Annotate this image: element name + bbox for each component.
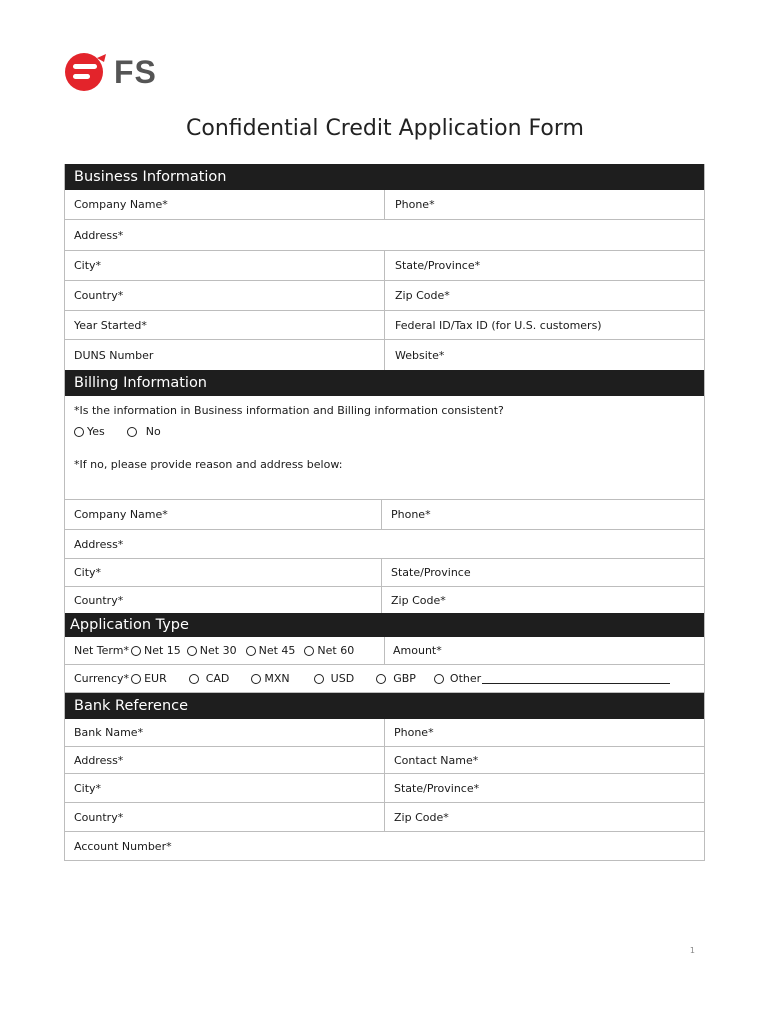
fs-logo [64,52,157,92]
bank-phone-field[interactable]: Phone* [394,726,434,739]
fs-logo-icon [64,52,108,92]
bank-zip-field[interactable]: Zip Code* [394,810,449,824]
radio-icon[interactable] [187,646,197,656]
business-duns-field[interactable]: DUNS Number [65,340,385,370]
billing-row-2 [65,530,704,559]
currency-other-input[interactable] [482,673,670,684]
billing-address-field[interactable]: Address* [74,537,124,551]
currency-mxn-option[interactable]: MXN [251,672,289,685]
business-phone-field[interactable]: Phone* [395,198,435,211]
bank-state-field[interactable]: State/Province* [394,781,480,795]
net-45-option[interactable]: Net 45 [246,644,296,657]
billing-row-1 [65,500,704,530]
billing-city-field[interactable]: City* [65,559,382,586]
business-address-field[interactable]: Address* [74,228,124,242]
radio-icon[interactable] [304,646,314,656]
net-term-label: Net Term* [74,644,129,657]
business-row-1 [65,190,704,220]
business-info-header: Business Information [65,164,704,190]
radio-icon[interactable] [434,674,444,684]
bank-row-1 [65,719,704,747]
billing-zip-field[interactable]: Zip Code* [391,593,446,607]
currency-field [65,665,704,692]
business-company-name-field[interactable]: Company Name* [65,190,385,219]
application-type-header: Application Type [65,613,704,637]
bank-contact-name-field[interactable]: Contact Name* [394,753,479,767]
currency-usd-option[interactable]: USD [314,672,355,685]
business-state-field[interactable]: State/Province* [395,259,481,272]
currency-label: Currency* [74,672,130,685]
logo-text: FS [114,53,157,90]
radio-icon[interactable] [246,646,256,656]
page-title: Confidential Credit Application Form [186,116,584,141]
business-country-field[interactable]: Country* [65,281,385,310]
application-row-1 [65,637,704,665]
bank-city-field[interactable]: City* [65,774,385,802]
radio-icon[interactable] [189,674,199,684]
radio-icon[interactable] [74,427,84,437]
business-row-6 [65,340,704,370]
currency-other-option[interactable]: Other [434,672,670,685]
billing-phone-field[interactable]: Phone* [391,508,431,521]
billing-question-text: *Is the information in Business information and Billing information consistent? [74,404,504,417]
bank-reference-header: Bank Reference [65,693,704,719]
bank-account-number-field[interactable]: Account Number* [74,839,172,853]
business-federal-id-field[interactable]: Federal ID/Tax ID (for U.S. customers) [395,318,602,332]
billing-note: *If no, please provide reason and address below: [74,458,343,471]
billing-state-field[interactable]: State/Province [391,566,471,579]
radio-icon[interactable] [131,646,141,656]
net-term-field [65,637,385,664]
billing-row-3 [65,559,704,587]
billing-row-4 [65,587,704,613]
bank-row-4 [65,803,704,832]
amount-field[interactable]: Amount* [393,644,442,657]
billing-info-header: Billing Information [65,370,704,396]
business-city-field[interactable]: City* [65,251,385,280]
business-row-2 [65,220,704,251]
radio-icon[interactable] [131,674,141,684]
currency-gbp-option[interactable]: GBP [376,672,416,685]
bank-name-field[interactable]: Bank Name* [65,719,385,746]
billing-yes-option[interactable]: Yes [74,425,105,438]
billing-country-field[interactable]: Country* [65,587,382,613]
net-15-option[interactable]: Net 15 [131,644,181,657]
bank-country-field[interactable]: Country* [65,803,385,831]
bank-address-field[interactable]: Address* [65,747,385,773]
bank-row-3 [65,774,704,803]
radio-icon[interactable] [127,427,137,437]
business-website-field[interactable]: Website* [395,348,445,362]
business-year-started-field[interactable]: Year Started* [65,311,385,339]
currency-eur-option[interactable]: EUR [131,672,167,685]
bank-row-5 [65,832,704,861]
radio-icon[interactable] [251,674,261,684]
billing-yes-no-group [74,425,695,438]
application-row-2 [65,665,704,693]
billing-consistency-question [65,396,704,500]
radio-icon[interactable] [314,674,324,684]
business-row-4 [65,281,704,311]
billing-company-name-field[interactable]: Company Name* [65,500,382,529]
business-zip-field[interactable]: Zip Code* [395,289,450,302]
radio-icon[interactable] [376,674,386,684]
page-number: 1 [689,946,695,955]
credit-application-form [64,164,705,861]
billing-no-option[interactable]: No [127,425,161,438]
bank-row-2 [65,747,704,774]
currency-cad-option[interactable]: CAD [189,672,230,685]
net-60-option[interactable]: Net 60 [304,644,354,657]
net-30-option[interactable]: Net 30 [187,644,237,657]
business-row-5 [65,311,704,340]
business-row-3 [65,251,704,281]
